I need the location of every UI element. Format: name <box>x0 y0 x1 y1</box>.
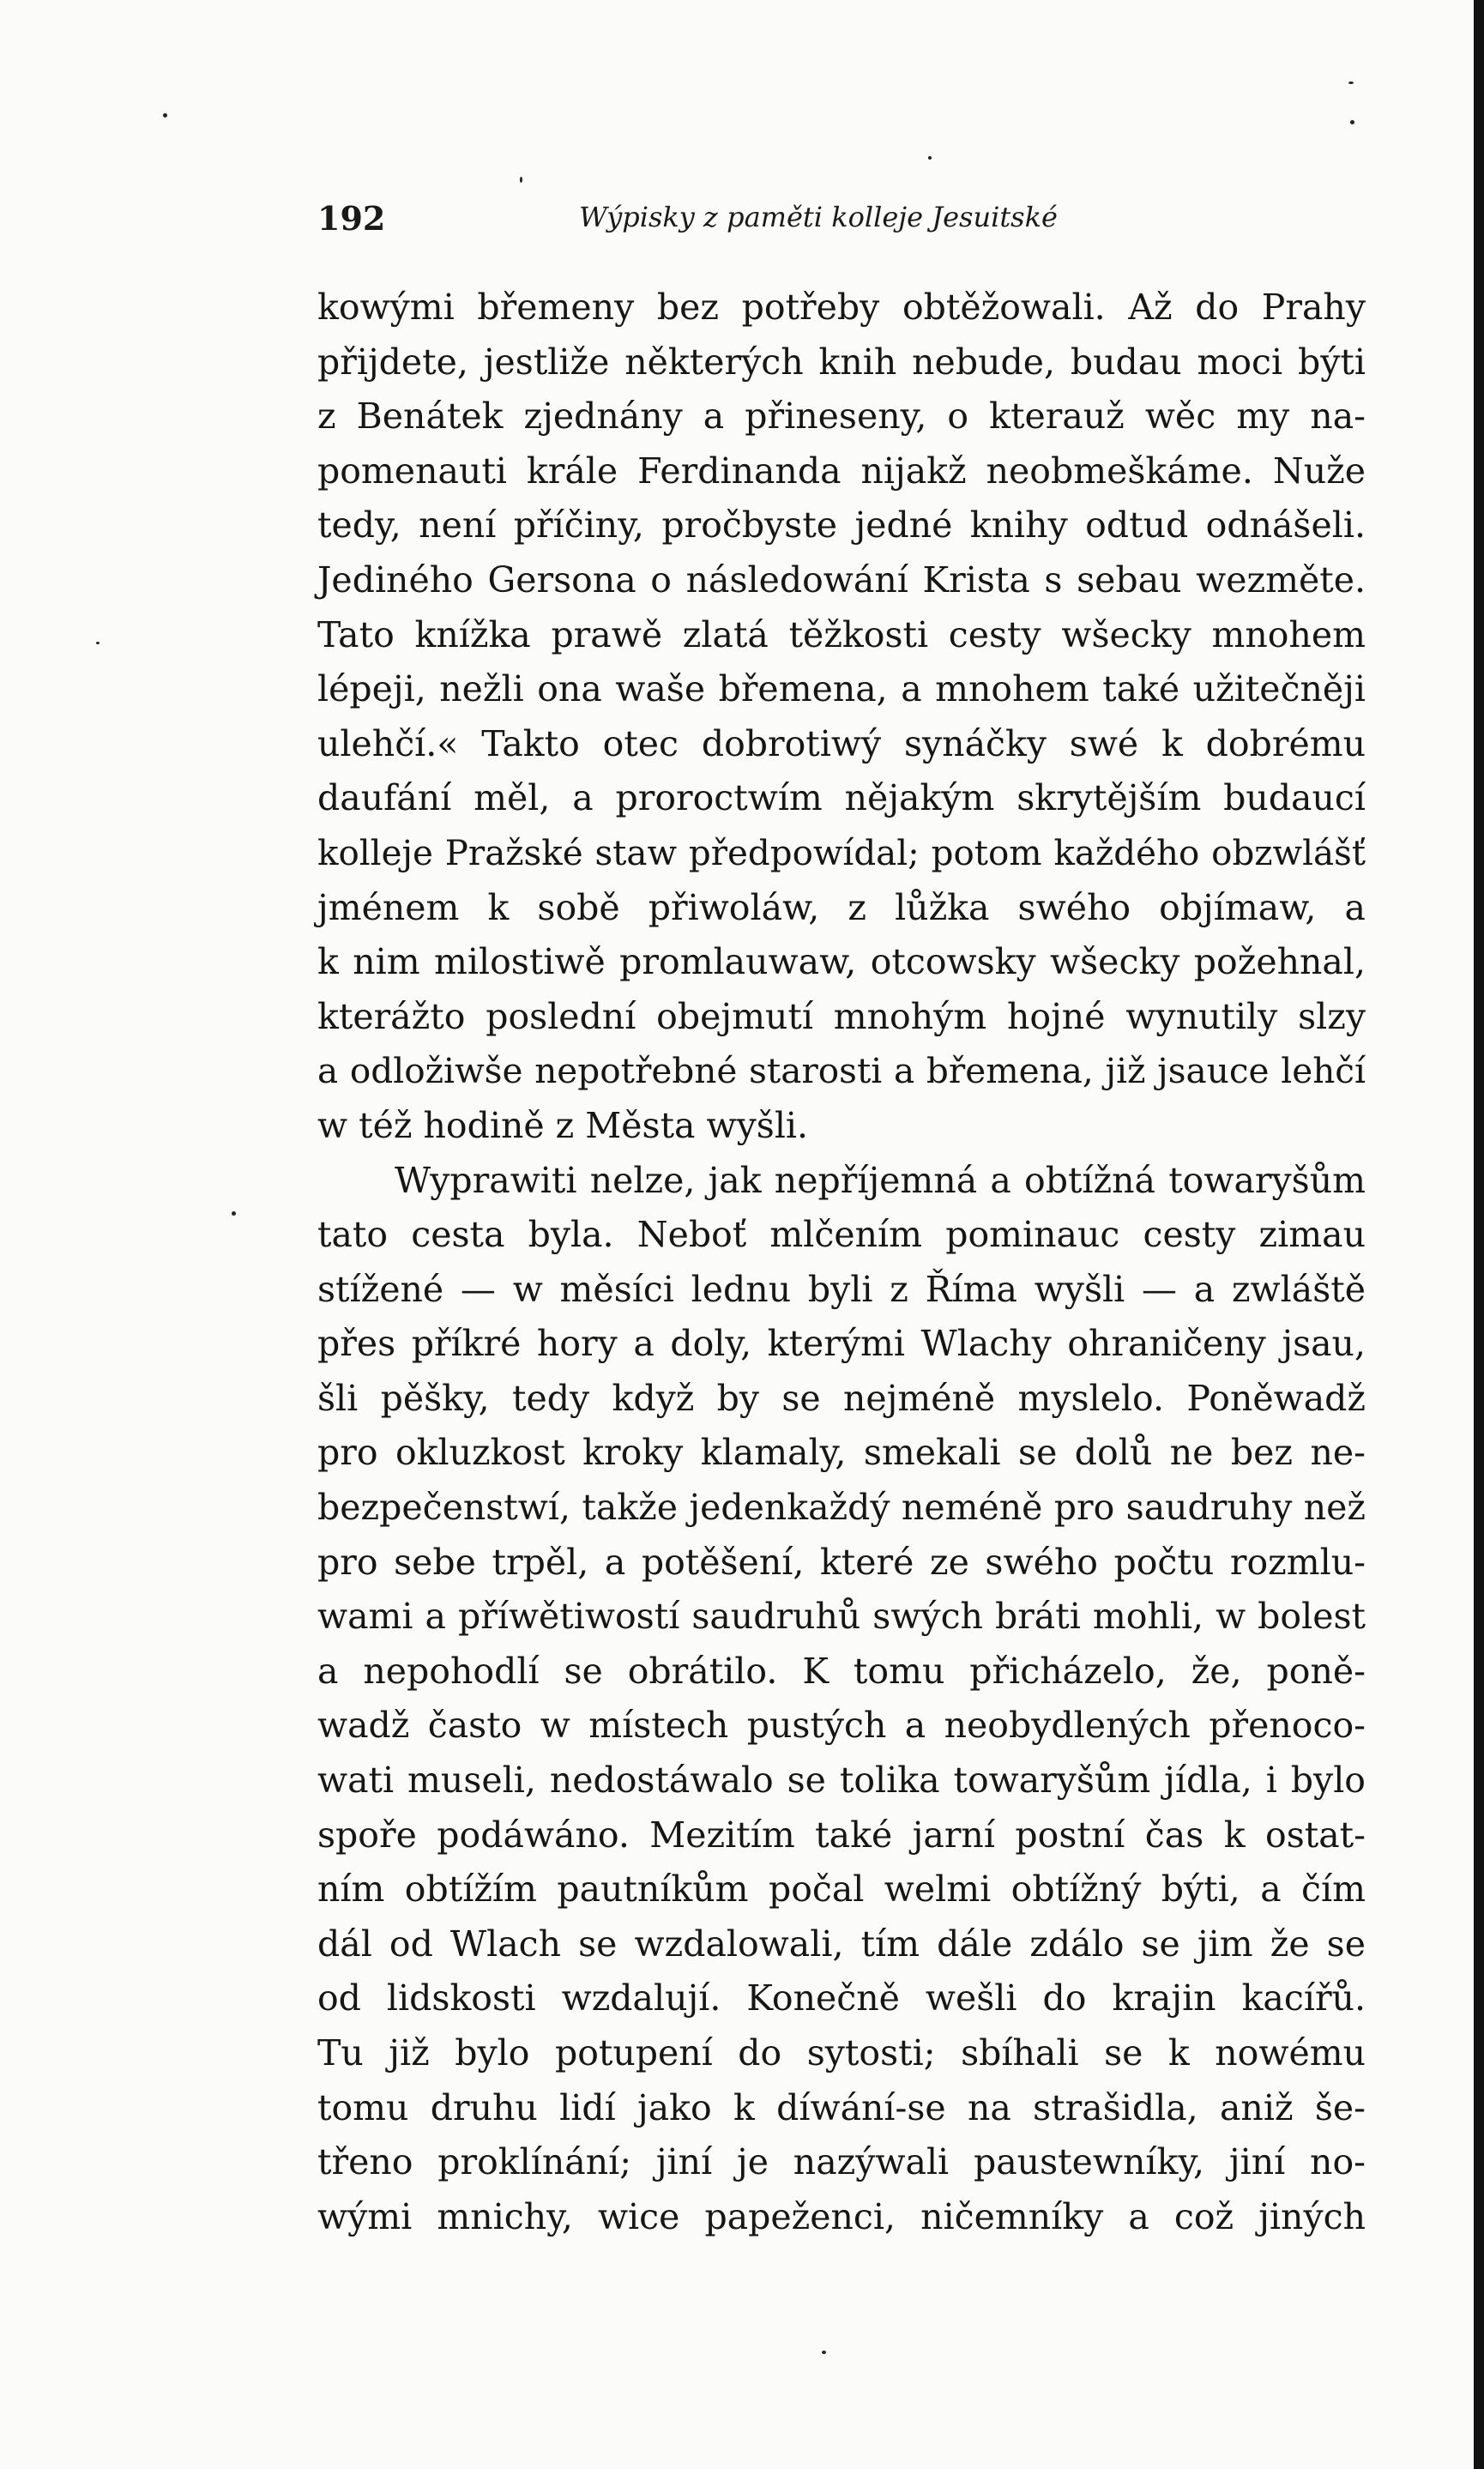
text-line: kterážto poslední obejmutí mnohým hojné wynutily slzy <box>317 995 1366 1037</box>
text-line: wadž často w místech pustých a neobydlených přenoco- <box>317 1705 1366 1747</box>
text-line: Jediného Gersona o následowání Krista s sebau wezměte. <box>317 558 1366 601</box>
text-line: přes příkré hory a doly, kterými Wlachy ohraničeny jsau, <box>317 1323 1366 1365</box>
text-line: ulehčí.« Takto otec dobrotiwý synáčky swé k dobrému <box>317 722 1366 764</box>
text-line: třeno proklínání; jiní je nazýwali paustewníky, jiní no- <box>317 2141 1366 2183</box>
text-line: pro okluzkost kroky klamaly, smekali se dolů ne bez ne- <box>317 1432 1366 1474</box>
text-line: pomenauti krále Ferdinanda nijakž neobmeškáme. Nuže <box>317 450 1366 492</box>
text-line: pro sebe trpěl, a potěšení, které ze swého počtu rozmlu- <box>317 1541 1366 1583</box>
text-line: z Benátek zjednány a přineseny, o kterauž wěc my na- <box>317 395 1366 438</box>
page-number: 192 <box>317 199 386 238</box>
text-line: tomu druhu lidí jako k díwání-se na strašidla, aniž še- <box>317 2086 1366 2128</box>
text-line: daufání měl, a proroctwím nějakým skrytějším budaucí <box>317 777 1366 819</box>
text-line: ním obtížím pautníkům počal welmi obtížný býti, a čím <box>317 1868 1366 1911</box>
text-line: tedy, není příčiny, pročbyste jedné knihy odtud odnášeli. <box>317 504 1366 546</box>
text-line: tato cesta byla. Neboť mlčením pominauc cesty zimau <box>317 1214 1366 1256</box>
text-line: kolleje Pražské staw předpowídal; potom každého obzwlášť <box>317 832 1366 873</box>
text-line: Tu již bylo potupení do sytosti; sbíhali se k nowému <box>317 2032 1366 2074</box>
text-line: bezpečenstwí, takže jedenkaždý neméně pro saudruhy než <box>317 1487 1366 1529</box>
text-line: přijdete, jestliže některých knih nebude, budau moci býti <box>317 341 1366 383</box>
text-line: dál od Wlach se wzdalowali, tím dále zdálo se jim že se <box>317 1923 1366 1965</box>
text-line: k nim milostiwě promlauwaw, otcowsky wšecky požehnal, <box>317 941 1366 983</box>
text-line: kowými břemeny bez potřeby obtěžowali. Až do Prahy <box>317 287 1366 328</box>
text-line: wati museli, nedostáwalo se tolika towaryšům jídla, i bylo <box>317 1760 1366 1802</box>
scan-speck <box>520 177 522 183</box>
scan-border <box>1474 0 1484 2469</box>
scan-speck <box>822 2351 826 2354</box>
scan-speck <box>928 156 932 160</box>
text-line: a odložiwše nepotřebné starosti a břemena, již jsauce lehčí <box>317 1050 1366 1092</box>
running-title: Wýpisky z paměti kolleje Jesuitské <box>579 201 1058 233</box>
scan-speck <box>232 1211 236 1216</box>
scan-speck <box>163 113 167 118</box>
paragraph-start-line: Wyprawiti nelze, jak nepříjemná a obtížná towaryšům <box>395 1159 1366 1201</box>
text-line: a nepohodlí se obrátilo. K tomu přicházelo, že, poně- <box>317 1650 1366 1692</box>
page-header <box>317 199 1141 251</box>
text-line: lépeji, nežli ona waše břemena, a mnohem také užitečněji <box>317 668 1366 710</box>
text-line: stížené — w měsíci lednu byli z Říma wyšli — a zwláště <box>317 1268 1366 1310</box>
paragraph-end-line: w též hodině z Města wyšli. <box>317 1104 809 1146</box>
text-line: Tato knížka prawě zlatá těžkosti cesty wšecky mnohem <box>317 613 1366 655</box>
text-line: šli pěšky, tedy když by se nejméně myslelo. Poněwadž <box>317 1377 1366 1419</box>
page-body-text <box>317 281 1366 2244</box>
text-line: wami a příwětiwostí saudruhů swých bráti mohli, w bolest <box>317 1596 1366 1638</box>
scan-speck <box>96 642 100 644</box>
text-line: spoře podáwáno. Mezitím také jarní postní čas k ostat- <box>317 1814 1366 1856</box>
scan-speck <box>1350 120 1354 124</box>
text-line: jménem k sobě přiwoláw, z lůžka swého objímaw, a <box>317 886 1366 928</box>
scan-speck <box>1348 81 1354 84</box>
text-line: od lidskosti wzdalují. Konečně wešli do krajin kacířů. <box>317 1977 1366 2019</box>
text-line: wými mnichy, wice papeženci, ničemníky a což jiných <box>317 2195 1366 2237</box>
